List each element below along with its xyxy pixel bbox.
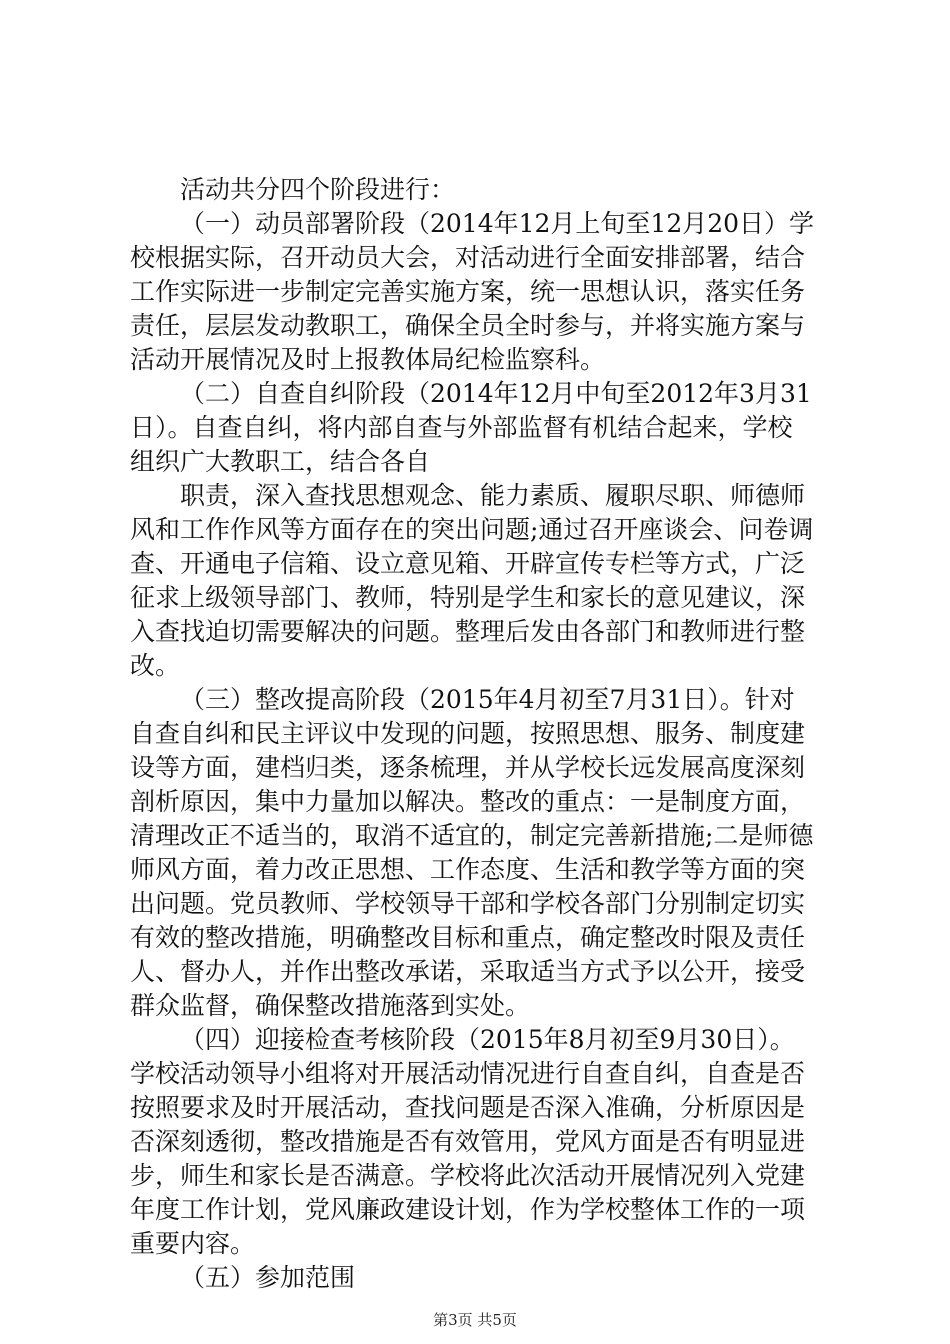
text-line: 活动开展情况及时上报教体局纪检监察科。 [130,345,606,374]
text-line: 活动共分四个阶段进行： [180,175,456,204]
text-line: 年度工作计划，党风廉政建设计划，作为学校整体工作的一项 [130,1195,806,1224]
text-line: 人、督办人，并作出整改承诺，采取适当方式予以公开，接受 [130,957,806,986]
text-line: 出问题。党员教师、学校领导干部和学校各部门分别制定切实 [130,889,806,918]
text-line: 征求上级领导部门、教师，特别是学生和家长的意见建议，深 [130,583,806,612]
text-line: 工作实际进一步制定完善实施方案，统一思想认识，落实任务 [130,277,806,306]
text-line: 责任，层层发动教职工，确保全员全时参与，并将实施方案与 [130,311,806,340]
page-number-footer: 第3页 共5页 [433,1311,517,1329]
text-line: 有效的整改措施，明确整改目标和重点，确定整改时限及责任 [130,923,806,952]
text-line: 学校活动领导小组将对开展活动情况进行自查自纠，自查是否 [130,1059,806,1088]
text-line: 日）。自查自纠，将内部自查与外部监督有机结合起来，学校 [130,413,793,442]
text-line: 步，师生和家长是否满意。学校将此次活动开展情况列入党建 [130,1161,806,1190]
text-line: 否深刻透彻，整改措施是否有效管用，党风方面是否有明显进 [130,1127,806,1156]
text-line: 师风方面，着力改正思想、工作态度、生活和教学等方面的突 [130,855,806,884]
text-line: 职责，深入查找思想观念、能力素质、履职尽职、师德师 [180,481,806,510]
text-line: 清理改正不适当的，取消不适宜的，制定完善新措施;二是师德 [130,821,814,850]
text-line: 风和工作作风等方面存在的突出问题;通过召开座谈会、问卷调 [130,515,814,544]
text-line: 重要内容。 [130,1229,256,1258]
text-line: （二）自查自纠阶段（2014年12月中旬至2012年3月31 [180,379,812,408]
text-line: 入查找迫切需要解决的问题。整理后发由各部门和教师进行整 [130,617,806,646]
text-line: （五）参加范围 [180,1263,356,1292]
text-line: （四）迎接检查考核阶段（2015年8月初至9月30日）。 [180,1025,795,1054]
text-line: 校根据实际，召开动员大会，对活动进行全面安排部署，结合 [130,243,806,272]
text-line: 查、开通电子信箱、设立意见箱、开辟宣传专栏等方式，广泛 [130,549,806,578]
text-line: （三）整改提高阶段（2015年4月初至7月31日）。针对 [180,685,795,714]
text-line: 组织广大教职工，结合各自 [130,447,431,476]
text-line: （一）动员部署阶段（2014年12月上旬至12月20日）学 [180,209,815,238]
text-line: 按照要求及时开展活动，查找问题是否深入准确，分析原因是 [130,1093,806,1122]
text-line: 剖析原因，集中力量加以解决。整改的重点：一是制度方面， [130,787,806,816]
text-line: 改。 [130,651,181,680]
text-line: 自查自纠和民主评议中发现的问题，按照思想、服务、制度建 [130,719,806,748]
text-line: 设等方面，建档归类，逐条梳理，并从学校长远发展高度深刻 [130,753,806,782]
text-line: 群众监督，确保整改措施落到实处。 [130,991,531,1020]
